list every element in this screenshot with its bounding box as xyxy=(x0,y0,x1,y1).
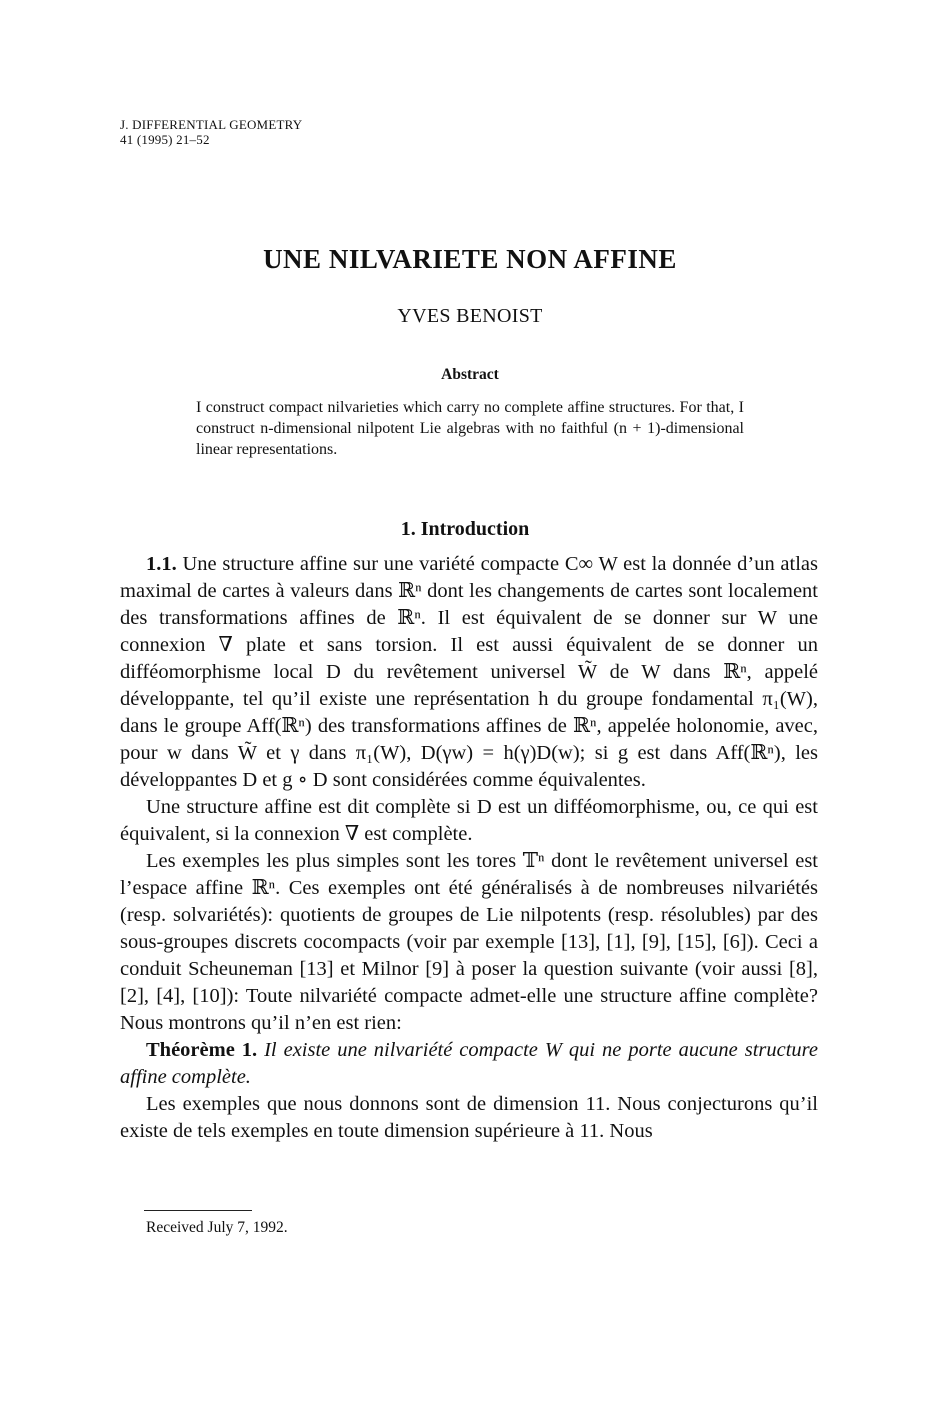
body-text xyxy=(120,551,818,1145)
footnote: Received July 7, 1992. xyxy=(146,1219,288,1236)
paragraph-label: 1.1. xyxy=(146,553,177,575)
paragraph-3: Les exemples les plus simples sont les tores 𝕋ⁿ dont le revêtement universel est l’espace affine ℝⁿ. Ces exemples ont été généralisés à de nombreuses nilvariétés (resp. solvariétés): quotients de groupes de Lie nilpotents (resp. résolubles) par des sous-groupes discrets cocompacts (voir par exemple [13], [1], [9], [15], [6]). Ceci a conduit Scheuneman [13] et Milnor [9] à poser la question suivante (voir aussi [8], [2], [4], [10]): Toute nilvariété compacte admet-elle une structure affine complète? Nous montrons qu’il n’en est rien: xyxy=(120,850,818,1034)
journal-header xyxy=(120,117,302,147)
section-heading: 1. Introduction xyxy=(400,518,530,540)
theorem-label: Théorème 1. xyxy=(146,1039,258,1061)
paper-title: UNE NILVARIETE NON AFFINE xyxy=(263,244,677,274)
footnote-rule xyxy=(144,1210,252,1211)
paragraph-1 xyxy=(120,551,818,794)
journal-name: J. DIFFERENTIAL GEOMETRY xyxy=(120,117,303,132)
paragraph-2: Une structure affine est dit complète si D est un difféomorphisme, ou, ce qui est équivalent, si la connexion ∇ est complète. xyxy=(120,796,818,845)
paragraph-1-text: Une structure affine sur une variété compacte C∞ W est la donnée d’un atlas maximal de cartes à valeurs dans ℝⁿ dont les changements de cartes sont localement des transformations affines de ℝⁿ. Il est équivalent de se donner sur W une connexion ∇ plate et sans torsion. Il est aussi équivalent de se donner un difféomorphisme local D du revêtement universel W̃ de W dans ℝⁿ, appelé développante, tel qu’il existe une représentation h du groupe fondamental π₁(W), dans le groupe Aff(ℝⁿ) des transformations affines de ℝⁿ, appelée holonomie, avec, pour w dans W̃ et γ dans π₁(W), D(γw) = h(γ)D(w); si g est dans Aff(ℝⁿ), les développantes D et g ∘ D sont considérées comme équivalentes. xyxy=(120,553,819,791)
theorem-text: Il existe une nilvariété compacte W qui ne porte aucune structure affine complète. xyxy=(120,1039,819,1088)
paper-author: YVES BENOIST xyxy=(397,305,543,327)
paragraph-4: Les exemples que nous donnons sont de dimension 11. Nous conjecturons qu’il existe de tels exemples en toute dimension supérieure à 11. Nous xyxy=(120,1093,818,1142)
abstract-text: I construct compact nilvarieties which carry no complete affine structures. For that, I construct n-dimensional nilpotent Lie algebras with no faithful (n + 1)-dimensional linear representations. xyxy=(196,399,744,458)
theorem xyxy=(120,1037,818,1091)
journal-ref: 41 (1995) 21–52 xyxy=(120,132,210,147)
abstract-heading: Abstract xyxy=(441,366,499,383)
